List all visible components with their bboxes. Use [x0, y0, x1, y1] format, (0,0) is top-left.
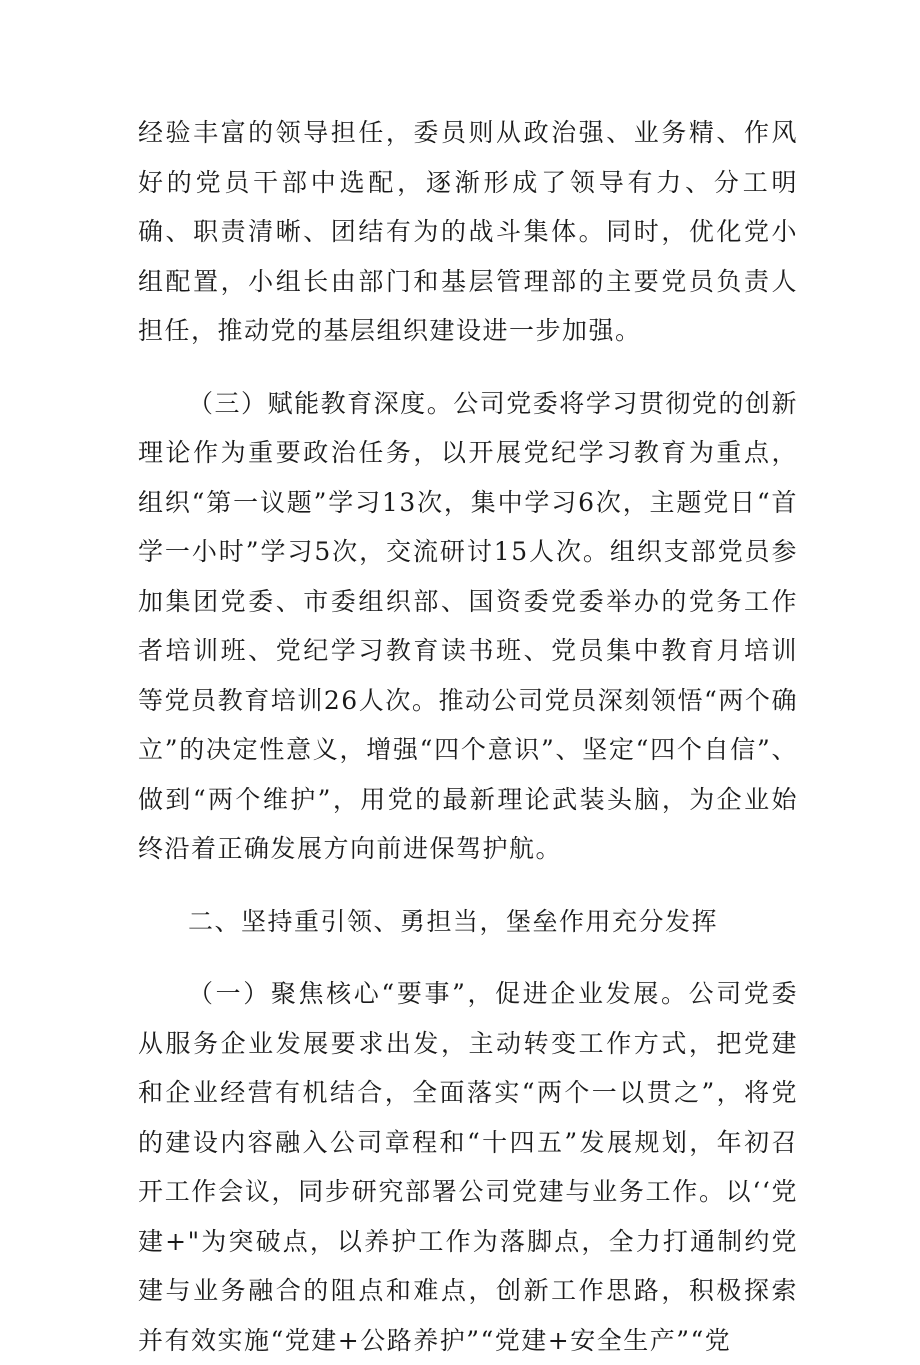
section-heading-2: 二、坚持重引领、勇担当，堡垒作用充分发挥	[188, 906, 719, 936]
paragraph-continuation: 经验丰富的领导担任，委员则从政治强、业务精、作风好的党员干部中选配，逐渐形成了领导有力、分工明确、职责清晰、团结有为的战斗集体。同时，优化党小组配置，小组长由部门和基层管理部的主要党员负责人担任，推动党的基层组织建设进一步加强。	[138, 118, 798, 345]
paragraph-section-1-core: （一）聚焦核心“要事”，促进企业发展。公司党委从服务企业发展要求出发，主动转变工作方式，把党建和企业经营有机结合，全面落实“两个一以贯之”，将党的建设内容融入公司章程和“十四五”发展规划，年初召开工作会议，同步研究部署公司党建与业务工作。以‘‘党建+"为突破点，以养护工作为落脚点，全力打通制约党建与业务融合的阻点和难点，创新工作思路，积极探索并有效实施“党建+公路养护”“党建+安全生产”“党	[138, 979, 798, 1355]
document-body	[138, 108, 798, 1365]
paragraph-section-3-education: （三）赋能教育深度。公司党委将学习贯彻党的创新理论作为重要政治任务，以开展党纪学习教育为重点，组织“第一议题”学习13次，集中学习6次，主题党日“首学一小时”学习5次，交流研讨15人次。组织支部党员参加集团党委、市委组织部、国资委党委举办的党务工作者培训班、党纪学习教育读书班、党员集中教育月培训等党员教育培训26人次。推动公司党员深刻领悟“两个确立”的决定性意义，增强“四个意识”、坚定“四个自信”、做到“两个维护”，用党的最新理论武装头脑，为企业始终沿着正确发展方向前进保驾护航。	[138, 388, 798, 863]
